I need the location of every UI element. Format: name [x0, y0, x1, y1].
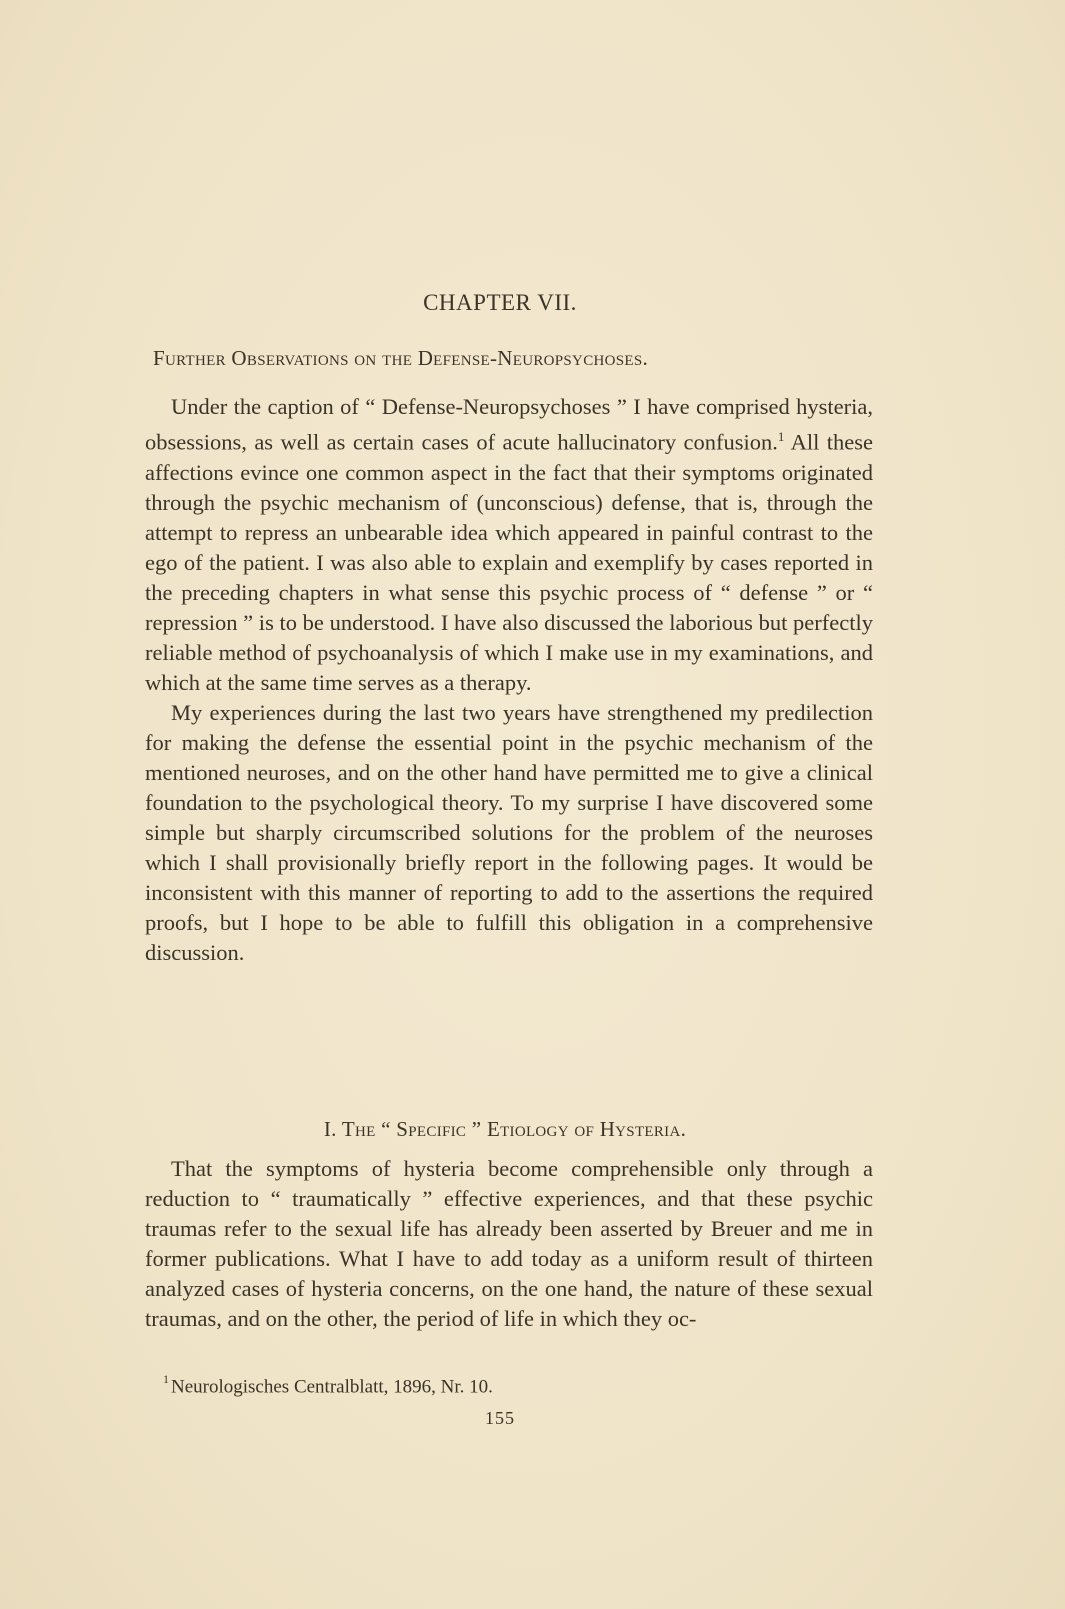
footnote-marker: 1: [163, 1372, 169, 1386]
paragraph-2: My experiences during the last two years have strengthened my predilection for making the defense the essential point in the psychic mechanism of the mentioned neuroses, and on the other hand have permitted me to give a clinical foundation to the psychological theory. To my surprise I have discovered some simple but sharply circumscribed solutions for the problem of the neuroses which I shall provisionally briefly report in the following pages. It would be inconsistent with this manner of reporting to add to the assertions the required proofs, but I hope to be able to fulfill this obligation in a comprehensive discussion.: [145, 699, 873, 965]
subsection-body: [145, 1154, 873, 1334]
body-text: [145, 392, 873, 968]
footnote-text: Neurologisches Centralblatt, 1896, Nr. 10.: [171, 1376, 493, 1398]
footnote: [163, 1374, 493, 1398]
chapter-title: CHAPTER VII.: [423, 290, 577, 315]
paragraph-3: That the symptoms of hysteria become comprehensible only through a reduction to “ traumatically ” effective experiences, and that these psychic traumas refer to the sexual life has already been asserted by Breuer and me in former publications. What I have to add today as a uniform result of thirteen analyzed cases of hysteria concerns, on the one hand, the nature of these sexual traumas, and on the other, the period of life in which they oc-: [145, 1156, 873, 1331]
subsection-title: I. The “ Specific ” Etiology of Hysteria.: [323, 1117, 687, 1141]
paragraph-1: Under the caption of “ Defense-Neuropsychoses ” I have comprised hysteria, obsessions, as well as certain cases of acute hallucinatory confusion.$^1$ All these affections evince one common aspect in the fact that their symptoms originated through the psychic mechanism of (unconscious) defense, that is, through the attempt to repress an unbearable idea which appeared in painful contrast to the ego of the patient. I was also able to explain and exemplify by cases reported in the preceding chapters in what sense this psychic process of “ defense ” or “ repression ” is to be understood. I have also discussed the laborious but perfectly reliable method of psychoanalysis of which I make use in my examinations, and which at the same time serves as a therapy.: [145, 394, 873, 695]
footnote-reference: 1: [777, 429, 785, 444]
page-number: 155: [485, 1408, 515, 1428]
chapter-heading: Further Observations on the Defense-Neuropsychoses.: [153, 346, 649, 370]
